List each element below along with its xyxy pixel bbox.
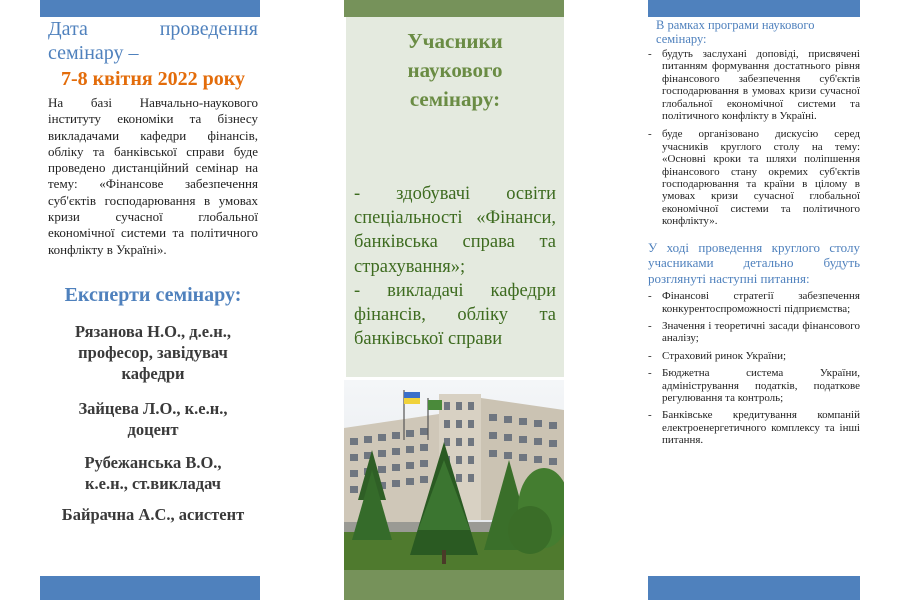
expert-name: Байрачна А.С., асистент [61,504,245,524]
top-bar-right [648,0,860,17]
date-label-line2: семінару – [48,42,139,64]
list-item: - Страховий ринок України; [648,350,860,362]
participants-title: Учасники наукового семінару: [407,29,503,111]
expert-name: Зайцева Л.О., к.е.н., доцент [78,398,228,439]
list-item: - Фінансові стратегії забезпечення конкурентоспроможності підприємства; [648,290,860,315]
top-bar-middle [344,0,564,17]
right-panel [648,18,860,452]
bottom-bar-middle [344,570,564,600]
university-building-photo [344,380,564,570]
participants-text [354,182,556,351]
expert-name: Рязанова Н.О., д.е.н., професор, завідувач кафедри [75,321,231,383]
experts-title: Експерти семінару: [64,283,242,306]
topics-list [648,290,860,446]
list-item: - буде організовано дискусію серед учасників круглого столу на тему: «Основні кроки та шляхи поліпшення фінансового стану окремих суб'єктів господарювання та країни в цілому в умовах кризи сучасної глобальної економічної системи та політичного конфлікту». [648,128,860,227]
bottom-bar-left [40,576,260,600]
intro-paragraph: На базі Навчально-наукового інституту економіки та бізнесу викладачами кафедри фінансів, обліку та банківської справи буде проведено дистанційний семінар на тему: «Фінансове забезпечення суб'єктів господарювання в умовах кризи сучасної глобальної економічної системи та політичного конфлікту в Україні». [48,95,258,257]
list-item: - Бюджетна система України, адміністрування податків, податкове регулювання та контроль; [648,367,860,404]
program-list [648,48,860,228]
top-bar-left [40,0,260,17]
topics-heading: У ході проведення круглого столу учасниками детально будуть розглянуті наступні питання: [648,239,860,286]
bottom-bar-right [648,576,860,600]
seminar-date: 7-8 квітня 2022 року [60,68,246,90]
list-item: - Значення і теоретичні засади фінансового аналізу; [648,320,860,345]
program-heading: В рамках програми наукового семінару: [656,18,815,46]
participants-item-teachers: - викладачі кафедри фінансів, обліку та банківської справи [354,280,556,350]
date-label-line1: Дата проведення [48,18,258,40]
left-panel [48,17,258,525]
participants-item-students: - здобувачі освіти спеціальності «Фінанси, банківська справа та страхування»; [354,184,556,277]
list-item: - Банківське кредитування компаній електроенергетичного комплексу та інші питання. [648,409,860,446]
expert-name: Рубежанська В.О., к.е.н., ст.викладач [84,452,222,493]
list-item: - будуть заслухані доповіді, присвячені питанням формування достатнього рівня фінансового забезпечення суб'єктів господарювання в умовах кризи сучасної глобальної економічної системи та політичного конфлікту в Україні. [648,48,860,122]
